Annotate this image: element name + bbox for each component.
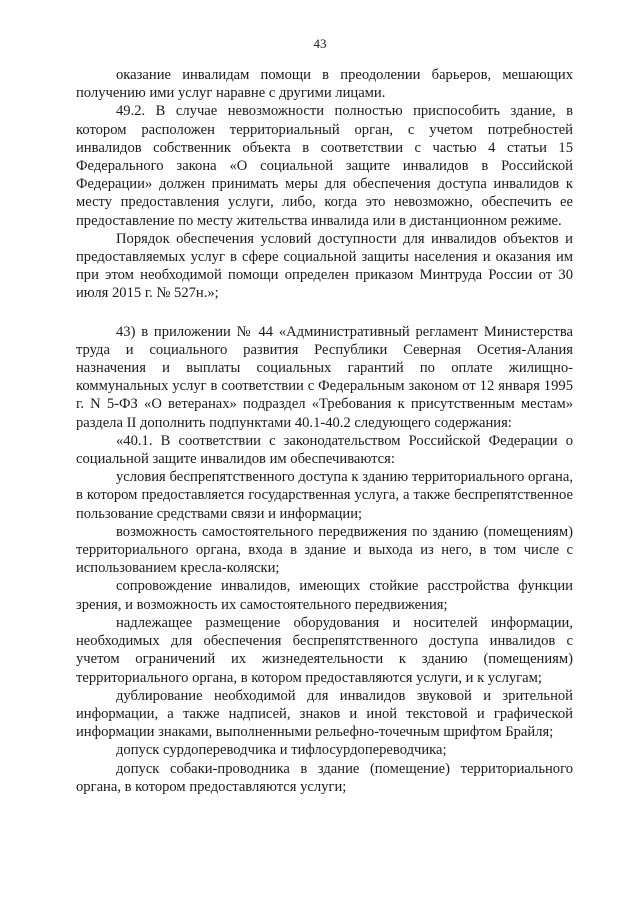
list-item-escort: сопровождение инвалидов, имеющих стойкие расстройства функции зрения, и возможность их самостоятельного передвижения; <box>76 578 573 613</box>
paragraph-order-reference: Порядок обеспечения условий доступности для инвалидов объектов и предоставляемых услуг в сфере социальной защиты населения и оказания им при этом необходимой помощи определен приказом Минтруда России от 30 июля 2015 г. № 527н.»; <box>76 230 573 302</box>
list-item-guide-dog: допуск собаки-проводника в здание (помещение) территориального органа, в котором предоставляются услуги; <box>76 760 573 795</box>
paragraph-49-2: 49.2. В случае невозможности полностью приспособить здание, в котором расположен территориальный орган, с учетом потребностей инвалидов собственник объекта в соответствии с частью 4 статьи 15 Федерального закона «О социальной защите инвалидов в Российской Федерации» должен принимать меры для обеспечения доступа инвалидов к месту предоставления услуги, либо, когда это невозможно, обеспечить ее предоставление по месту жительства инвалида или в дистанционном режиме. <box>76 103 573 229</box>
document-body <box>76 66 573 796</box>
list-item-equipment-placement: надлежащее размещение оборудования и носителей информации, необходимых для обеспечения беспрепятственного доступа инвалидов с учетом ограничений их жизнедеятельности к зданию (помещениям) территориального органа, в котором предоставляются услуги, и к услугам; <box>76 614 573 686</box>
paragraph-item-43: 43) в приложении № 44 «Административный регламент Министерства труда и социального развития Республики Северная Осетия-Алания назначения и выплаты социальных гарантий по оплате жилищно-коммунальных услуг в соответствии с Федеральным законом от 12 января 1995 г. N 5-ФЗ «О ветеранах» подраздел «Требования к присутственным местам» раздела II дополнить подпунктами 40.1-40.2 следующего содержания: <box>76 323 573 431</box>
paragraph-40-1: «40.1. В соответствии с законодательством Российской Федерации о социальной защите инвалидов им обеспечиваются: <box>76 432 573 468</box>
paragraph-continuation: оказание инвалидам помощи в преодолении барьеров, мешающих получению ими услуг наравне с другими лицами. <box>76 67 573 102</box>
list-item-movement: возможность самостоятельного передвижения по зданию (помещениям) территориального органа, входа в здание и выхода из него, в том числе с использованием кресла-коляски; <box>76 523 573 577</box>
list-item-braille-duplication: дублирование необходимой для инвалидов звуковой и зрительной информации, а также надписей, знаков и иной текстовой и графической информации знаками, выполненными рельефно-точечным шрифтом Брайля; <box>76 687 573 741</box>
list-item-sign-interpreter: допуск сурдопереводчика и тифлосурдопереводчика; <box>116 742 447 759</box>
list-item-access-conditions: условия беспрепятственного доступа к зданию территориального органа, в котором предоставляется государственная услуга, а также беспрепятственное пользование средствами связи и информации; <box>76 469 573 522</box>
page-number: 43 <box>313 36 327 51</box>
